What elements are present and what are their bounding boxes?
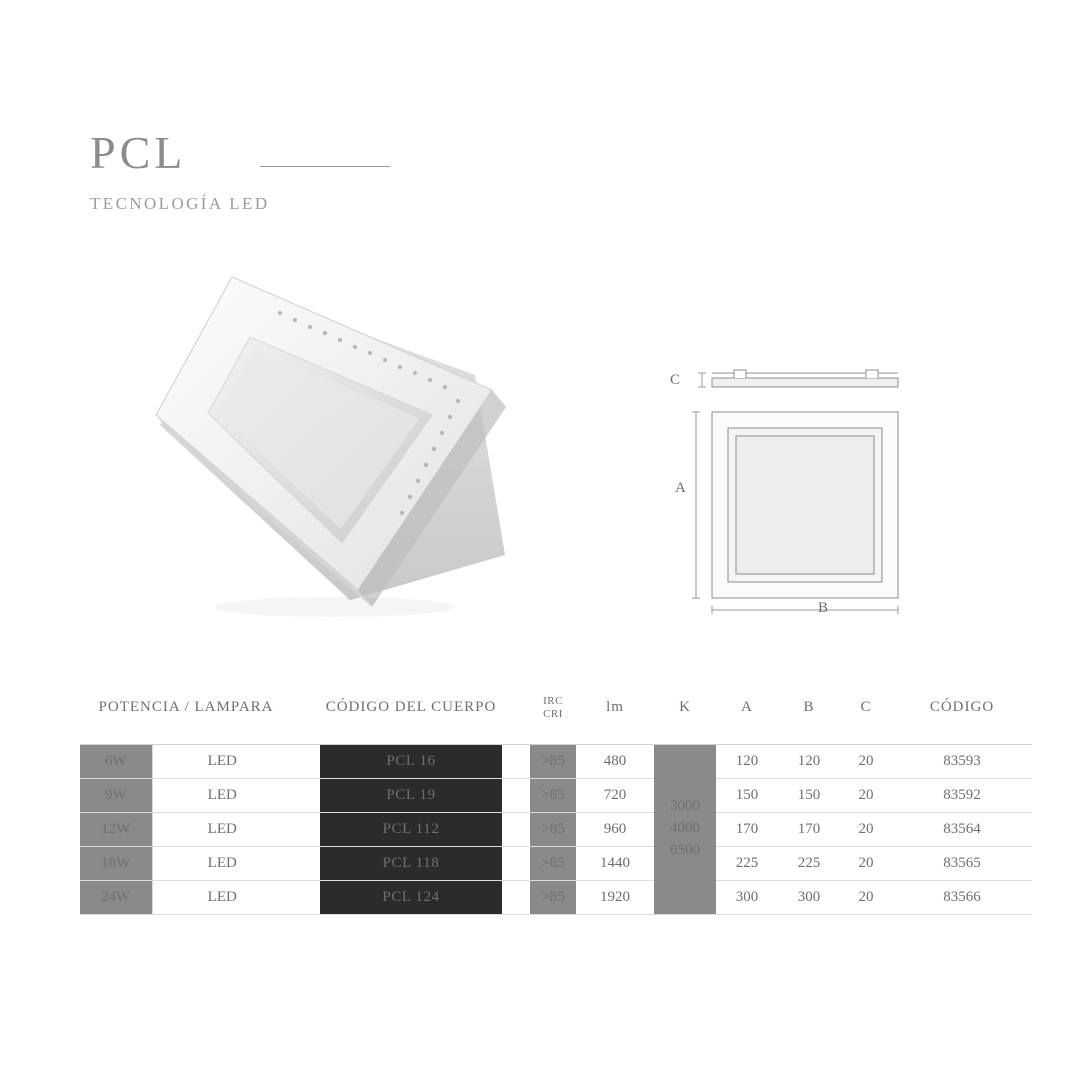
- cell-lampara: LED: [152, 744, 292, 778]
- cell-codigo-cuerpo: PCL 19: [320, 778, 502, 812]
- dimension-label-c: C: [670, 372, 681, 388]
- cell-c: 20: [840, 880, 892, 914]
- table-row: [80, 812, 1032, 846]
- header-codigo-cuerpo: CÓDIGO DEL CUERPO: [320, 672, 502, 744]
- cell-c: 20: [840, 846, 892, 880]
- k-value-0: 3000: [670, 798, 701, 815]
- header-spacer-1: [292, 672, 320, 744]
- cell-codigo: 83566: [892, 880, 1032, 914]
- header-lm: lm: [576, 672, 654, 744]
- cell-potencia: 24W: [80, 880, 152, 914]
- cell-codigo: 83564: [892, 812, 1032, 846]
- specification-table: [80, 672, 1005, 915]
- header-irc-cri: [530, 672, 576, 744]
- table-row: [80, 846, 1032, 880]
- k-value-2: 6500: [670, 841, 701, 858]
- cell-lampara: LED: [152, 846, 292, 880]
- header-b: B: [778, 672, 840, 744]
- cell-spacer-1: [292, 846, 320, 880]
- cell-spacer-2: [502, 812, 530, 846]
- header-potencia: POTENCIA / LAMPARA: [80, 672, 292, 744]
- page-subtitle: TECNOLOGÍA LED: [90, 194, 270, 213]
- cell-potencia: 12W: [80, 812, 152, 846]
- cell-b: 150: [778, 778, 840, 812]
- table-body: [80, 744, 1032, 914]
- cell-codigo-cuerpo: PCL 112: [320, 812, 502, 846]
- cell-b: 225: [778, 846, 840, 880]
- cell-b: 300: [778, 880, 840, 914]
- header-codigo: CÓDIGO: [892, 672, 1032, 744]
- cell-a: 225: [716, 846, 778, 880]
- cell-spacer-1: [292, 744, 320, 778]
- header-k: K: [654, 672, 716, 744]
- cell-potencia: 6W: [80, 744, 152, 778]
- cell-c: 20: [840, 812, 892, 846]
- header-spacer-2: [502, 672, 530, 744]
- header-cri-line: CRI: [543, 707, 563, 720]
- cell-irc: >85: [530, 846, 576, 880]
- cell-lampara: LED: [152, 880, 292, 914]
- cell-lm: 1440: [576, 846, 654, 880]
- cell-codigo-cuerpo: PCL 124: [320, 880, 502, 914]
- table-row: [80, 880, 1032, 914]
- cell-spacer-2: [502, 778, 530, 812]
- header-a: A: [716, 672, 778, 744]
- cell-spacer-2: [502, 744, 530, 778]
- cell-codigo: 83593: [892, 744, 1032, 778]
- cell-lm: 720: [576, 778, 654, 812]
- cell-c: 20: [840, 744, 892, 778]
- cell-a: 150: [716, 778, 778, 812]
- cell-potencia: 18W: [80, 846, 152, 880]
- title-underline: [260, 166, 390, 167]
- cell-lm: 960: [576, 812, 654, 846]
- cell-k: [654, 744, 716, 914]
- cell-potencia: 9W: [80, 778, 152, 812]
- k-value-1: 4000: [670, 820, 701, 837]
- cell-spacer-2: [502, 846, 530, 880]
- cell-a: 120: [716, 744, 778, 778]
- cell-b: 170: [778, 812, 840, 846]
- table-row: [80, 744, 1032, 778]
- table-header-row: [80, 672, 1032, 744]
- page-title: PCL: [90, 127, 187, 178]
- header-c: C: [840, 672, 892, 744]
- dimension-label-b: B: [818, 600, 829, 616]
- cell-lm: 480: [576, 744, 654, 778]
- table-row: [80, 778, 1032, 812]
- page-header: [90, 127, 270, 214]
- cell-spacer-1: [292, 880, 320, 914]
- cell-irc: >85: [530, 880, 576, 914]
- cell-irc: >85: [530, 812, 576, 846]
- cell-spacer-2: [502, 880, 530, 914]
- technical-drawing: [670, 360, 970, 630]
- product-illustration: [120, 255, 550, 645]
- header-irc-line: IRC: [543, 695, 563, 708]
- cell-spacer-1: [292, 812, 320, 846]
- cell-codigo: 83565: [892, 846, 1032, 880]
- cell-codigo-cuerpo: PCL 16: [320, 744, 502, 778]
- cell-lm: 1920: [576, 880, 654, 914]
- cell-a: 300: [716, 880, 778, 914]
- dimension-label-a: A: [675, 480, 686, 496]
- cell-codigo: 83592: [892, 778, 1032, 812]
- cell-lampara: LED: [152, 812, 292, 846]
- cell-c: 20: [840, 778, 892, 812]
- cell-spacer-1: [292, 778, 320, 812]
- cell-codigo-cuerpo: PCL 118: [320, 846, 502, 880]
- cell-irc: >85: [530, 778, 576, 812]
- cell-a: 170: [716, 812, 778, 846]
- cell-lampara: LED: [152, 778, 292, 812]
- cell-irc: >85: [530, 744, 576, 778]
- cell-b: 120: [778, 744, 840, 778]
